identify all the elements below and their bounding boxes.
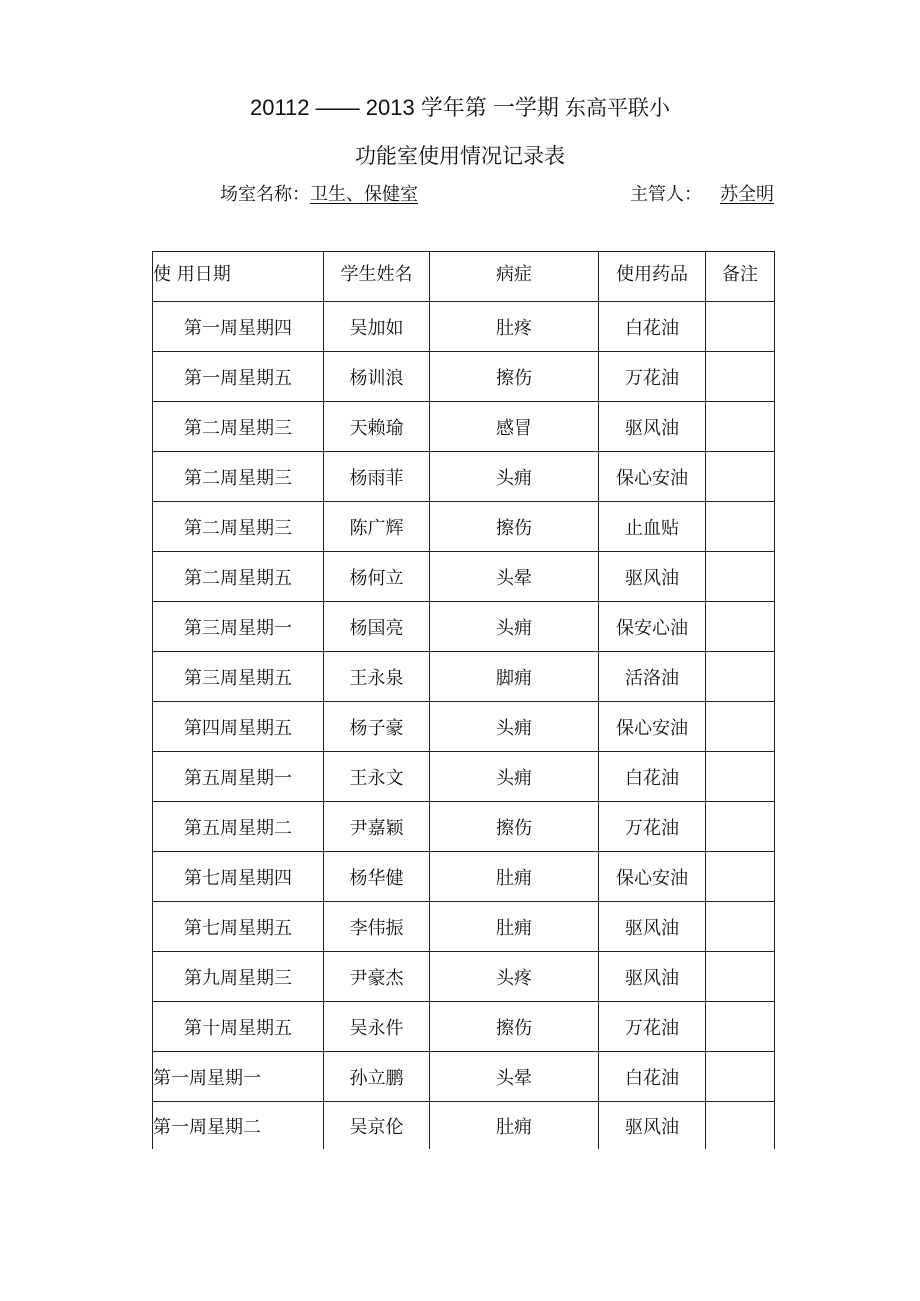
cell-note — [706, 952, 775, 1002]
cell-date: 第五周星期二 — [153, 802, 324, 852]
cell-date: 第一周星期一 — [153, 1052, 324, 1102]
cell-note — [706, 902, 775, 952]
cell-medicine: 保心安油 — [599, 702, 706, 752]
cell-note — [706, 352, 775, 402]
usage-record-table — [152, 251, 775, 1149]
cell-date: 第十周星期五 — [153, 1002, 324, 1052]
cell-date: 第一周星期二 — [153, 1102, 324, 1150]
cell-student-name: 杨雨菲 — [324, 452, 430, 502]
title-year: 20112 —— 2013 学年第 一学期 — [249, 95, 559, 120]
cell-student-name: 杨训浪 — [324, 352, 430, 402]
cell-medicine: 驱风油 — [599, 552, 706, 602]
cell-note — [706, 602, 775, 652]
document-title — [0, 92, 920, 124]
cell-medicine: 万花油 — [599, 802, 706, 852]
cell-date: 第五周星期一 — [153, 752, 324, 802]
table-row — [153, 702, 775, 752]
cell-symptom: 头痈 — [430, 452, 599, 502]
manager-label: 主管人： — [630, 184, 702, 205]
cell-symptom: 头晕 — [430, 552, 599, 602]
cell-student-name: 杨何立 — [324, 552, 430, 602]
cell-student-name: 天赖瑜 — [324, 402, 430, 452]
column-header-note: 备注 — [706, 252, 775, 302]
cell-date: 第二周星期三 — [153, 452, 324, 502]
room-info — [220, 181, 418, 209]
cell-medicine: 驱风油 — [599, 902, 706, 952]
cell-medicine: 万花油 — [599, 1002, 706, 1052]
column-header-medicine: 使用药品 — [599, 252, 706, 302]
cell-student-name: 吴永件 — [324, 1002, 430, 1052]
cell-date: 第一周星期四 — [153, 302, 324, 352]
cell-symptom: 擦伤 — [430, 1002, 599, 1052]
cell-note — [706, 1052, 775, 1102]
cell-medicine: 白花油 — [599, 752, 706, 802]
cell-medicine: 保心安油 — [599, 452, 706, 502]
cell-student-name: 杨国亮 — [324, 602, 430, 652]
document-subtitle: 功能室使用情况记录表 — [355, 144, 565, 168]
cell-note — [706, 302, 775, 352]
cell-date: 第七周星期五 — [153, 902, 324, 952]
table-row — [153, 352, 775, 402]
cell-student-name: 陈广辉 — [324, 502, 430, 552]
table-row — [153, 752, 775, 802]
cell-student-name: 吴京伦 — [324, 1102, 430, 1150]
cell-symptom: 头晕 — [430, 1052, 599, 1102]
cell-symptom: 头痈 — [430, 752, 599, 802]
cell-symptom: 头疼 — [430, 952, 599, 1002]
cell-date: 第二周星期三 — [153, 402, 324, 452]
cell-medicine: 驱风油 — [599, 1102, 706, 1150]
manager-value: 苏全明 — [720, 184, 774, 205]
cell-symptom: 肚疼 — [430, 302, 599, 352]
cell-medicine: 保心安油 — [599, 852, 706, 902]
table-row — [153, 502, 775, 552]
cell-symptom: 擦伤 — [430, 352, 599, 402]
cell-symptom: 擦伤 — [430, 802, 599, 852]
cell-student-name: 杨子豪 — [324, 702, 430, 752]
table-header-row — [153, 252, 775, 302]
title-school: 东高平联小 — [565, 96, 671, 120]
cell-note — [706, 552, 775, 602]
cell-date: 第一周星期五 — [153, 352, 324, 402]
table-row — [153, 902, 775, 952]
cell-date: 第七周星期四 — [153, 852, 324, 902]
cell-student-name: 杨华健 — [324, 852, 430, 902]
manager-info — [630, 181, 774, 209]
cell-medicine: 白花油 — [599, 302, 706, 352]
cell-symptom: 头痈 — [430, 602, 599, 652]
cell-medicine: 活洛油 — [599, 652, 706, 702]
cell-student-name: 尹豪杰 — [324, 952, 430, 1002]
cell-note — [706, 502, 775, 552]
cell-date: 第九周星期三 — [153, 952, 324, 1002]
table-row — [153, 652, 775, 702]
table-row — [153, 452, 775, 502]
cell-symptom: 肚痈 — [430, 1102, 599, 1150]
cell-student-name: 李伟振 — [324, 902, 430, 952]
cell-note — [706, 652, 775, 702]
table-row — [153, 302, 775, 352]
cell-medicine: 驱风油 — [599, 402, 706, 452]
cell-symptom: 头痈 — [430, 702, 599, 752]
table-row — [153, 1052, 775, 1102]
cell-symptom: 肚痈 — [430, 902, 599, 952]
table-row — [153, 852, 775, 902]
column-header-date: 使 用日期 — [153, 252, 324, 302]
cell-symptom: 肚痈 — [430, 852, 599, 902]
room-label: 场室名称： — [220, 184, 310, 205]
cell-student-name: 孙立鹏 — [324, 1052, 430, 1102]
cell-medicine: 白花油 — [599, 1052, 706, 1102]
table-row — [153, 802, 775, 852]
table-row — [153, 602, 775, 652]
cell-note — [706, 1002, 775, 1052]
cell-medicine: 止血贴 — [599, 502, 706, 552]
cell-date: 第二周星期三 — [153, 502, 324, 552]
cell-student-name: 吴加如 — [324, 302, 430, 352]
cell-medicine: 保安心油 — [599, 602, 706, 652]
column-header-symptom: 病症 — [430, 252, 599, 302]
cell-note — [706, 1102, 775, 1150]
cell-note — [706, 752, 775, 802]
table-row — [153, 552, 775, 602]
table-row — [153, 1002, 775, 1052]
cell-student-name: 王永泉 — [324, 652, 430, 702]
cell-date: 第三周星期五 — [153, 652, 324, 702]
cell-note — [706, 702, 775, 752]
cell-note — [706, 402, 775, 452]
column-header-name: 学生姓名 — [324, 252, 430, 302]
cell-medicine: 万花油 — [599, 352, 706, 402]
cell-note — [706, 452, 775, 502]
cell-date: 第三周星期一 — [153, 602, 324, 652]
cell-student-name: 王永文 — [324, 752, 430, 802]
table-row — [153, 952, 775, 1002]
cell-symptom: 感冒 — [430, 402, 599, 452]
table-row — [153, 1102, 775, 1150]
cell-medicine: 驱风油 — [599, 952, 706, 1002]
room-value: 卫生、保健室 — [310, 184, 418, 205]
cell-symptom: 脚痈 — [430, 652, 599, 702]
cell-symptom: 擦伤 — [430, 502, 599, 552]
table-row — [153, 402, 775, 452]
cell-student-name: 尹嘉颖 — [324, 802, 430, 852]
cell-note — [706, 802, 775, 852]
cell-note — [706, 852, 775, 902]
cell-date: 第四周星期五 — [153, 702, 324, 752]
cell-date: 第二周星期五 — [153, 552, 324, 602]
